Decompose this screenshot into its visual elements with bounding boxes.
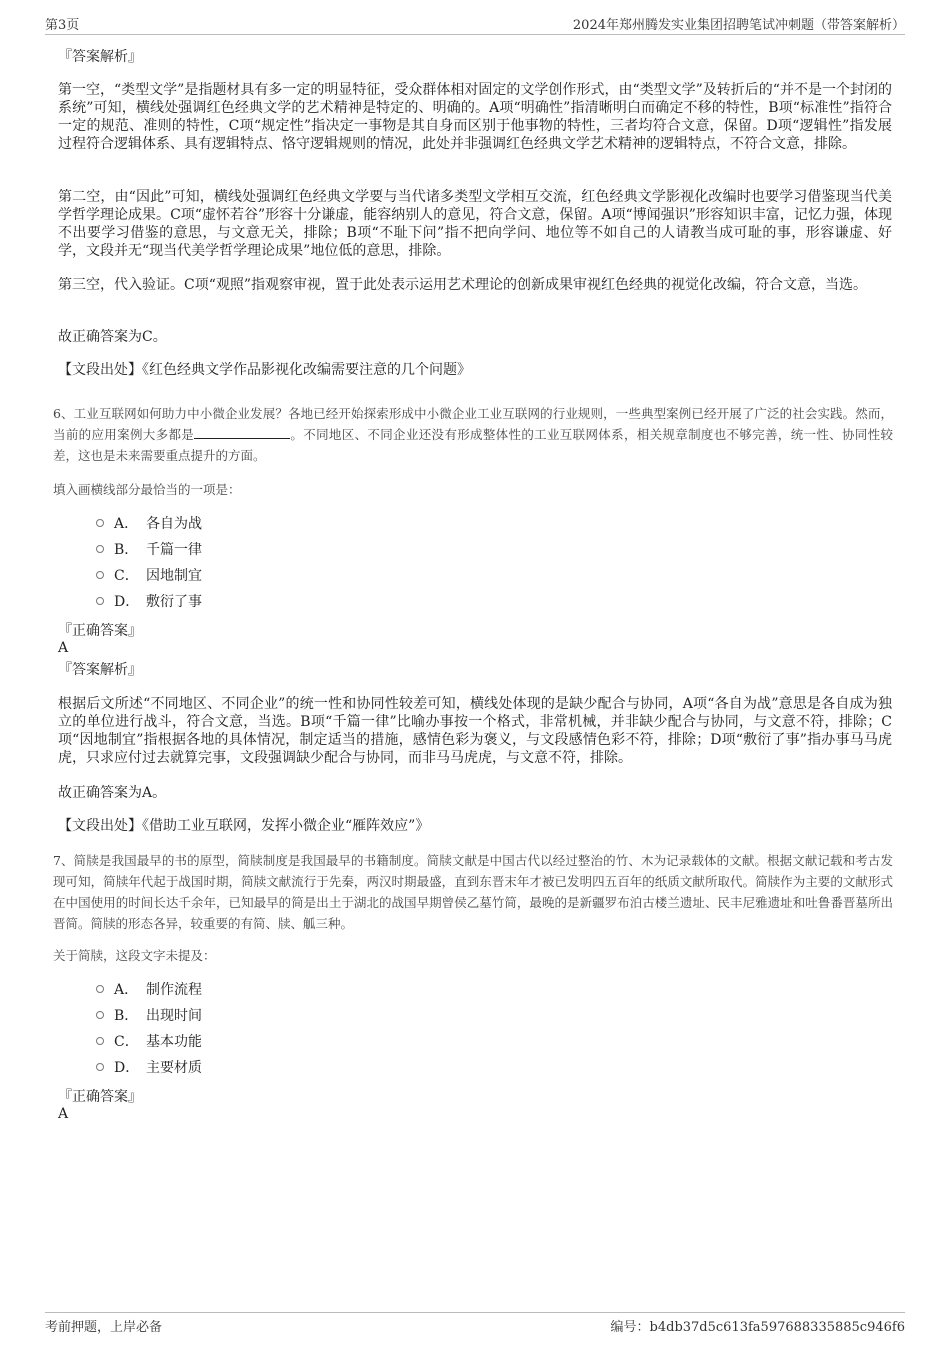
footer-slogan: 考前押题，上岸必备 [45, 1320, 163, 1335]
page-header [45, 14, 905, 35]
q7-prompt: 关于简牍，这段文字未提及： [53, 948, 216, 963]
q6-source: 【文段出处】《借助工业互联网，发挥小微企业“雁阵效应”》 [58, 818, 430, 834]
q6-answer: A [58, 640, 69, 656]
q7-options [96, 976, 202, 1080]
q5-conclusion: 故正确答案为C。 [58, 329, 167, 345]
q6-correct-label: 『正确答案』 [58, 623, 142, 639]
q6-prompt: 填入画横线部分最恰当的一项是： [53, 482, 241, 497]
q7-option-b[interactable]: B． 出现时间 [96, 1002, 202, 1028]
q7-option-a[interactable]: A． 制作流程 [96, 976, 202, 1002]
q6-option-a[interactable]: A． 各自为战 [96, 510, 202, 536]
radio-icon[interactable] [96, 519, 104, 527]
radio-icon[interactable] [96, 571, 104, 579]
q6-option-d[interactable]: D． 敷衍了事 [96, 588, 202, 614]
q5-analysis-p1: 第一空，“类型文学”是指题材具有多一定的明显特征，受众群体相对固定的文学创作形式，由“类型文学”及转折后的“并不是一个封闭的系统”可知，横线处强调红色经典文学的艺术精神是特定的、明确的。A项“明确性”指清晰明白而确定不移的特性，B项“标准性”指符合一定的规范、准则的特性，C项“规定性”指决定一事物是其自身而区别于他事物的特性，三者均符合文意，保留。D项“逻辑性”指发展过程符合逻辑体系、具有逻辑特点、恪守逻辑规则的情况，此处并非强调红色经典文学艺术精神的逻辑特点，不符合文意，排除。 [58, 82, 892, 152]
q6-analysis: 根据后文所述“不同地区、不同企业”的统一性和协同性较差可知，横线处体现的是缺少配合与协同，A项“各自为战”意思是各自成为独立的单位进行战斗，符合文意，当选。B项“千篇一律”比喻办事按一个格式，非常机械，并非缺少配合与协同，与文意不符，排除；C项“因地制宜”指根据各地的具体情况，制定适当的措施，感情色彩为褒义，与文段感情色彩不符，排除；D项“敷衍了事”指办事马马虎虎，只求应付过去就算完事，文段强调缺少配合与协同，而非马马虎虎，与文意不符，排除。 [58, 696, 892, 766]
q5-analysis-p3: 第三空，代入验证。C项“观照”指观察审视，置于此处表示运用艺术理论的创新成果审视红色经典的视觉化改编，符合文意，当选。 [58, 277, 868, 293]
q7-option-d[interactable]: D． 主要材质 [96, 1054, 202, 1080]
document-title: 2024年郑州腾发实业集团招聘笔试冲刺题（带答案解析） [572, 18, 905, 33]
radio-icon[interactable] [96, 1037, 104, 1045]
q7-answer: A [58, 1106, 69, 1122]
q6-analysis-label: 『答案解析』 [58, 662, 142, 678]
q7-stem: 7、简牍是我国最早的书的原型，简牍制度是我国最早的书籍制度。简牍文献是中国古代以经过整治的竹、木为记录载体的文献。根据文献记载和考古发现可知，简牍年代起于战国时期，简牍文献流行于先秦，两汉时期最盛，直到东晋末年才被已发明四五百年的纸质文献所取代。简牍作为主要的文献形式在中国使用的时间长达千余年，已知最早的简是出土于湖北的战国早期曾侯乙墓竹简，最晚的是新疆罗布泊古楼兰遗址、民丰尼雅遗址和吐鲁番晋墓所出晋简。简牍的形态各异，较重要的有简、牍、觚三种。 [53, 853, 893, 931]
document-code: 编号：b4db37d5c613fa597688335885c946f6 [610, 1320, 905, 1335]
q5-analysis-p2: 第二空，由“因此”可知，横线处强调红色经典文学要与当代诸多类型文学相互交流，红色经典文学影视化改编时也要学习借鉴现当代美学哲学理论成果。C项“虚怀若谷”形容十分谦虚，能容纳别人的意见，符合文意，保留。A项“博闻强识”形容知识丰富，记忆力强，体现不出要学习借鉴的意思，与文意无关，排除；B项“不耻下问”指不把向学问、地位等不如自己的人请教当成可耻的事，形容谦虚、好学，文段并无“现当代美学哲学理论成果”地位低的意思，排除。 [58, 189, 892, 259]
q6-options [96, 510, 202, 614]
radio-icon[interactable] [96, 597, 104, 605]
q7-option-c[interactable]: C． 基本功能 [96, 1028, 202, 1054]
q5-source: 【文段出处】《红色经典文学作品影视化改编需要注意的几个问题》 [58, 362, 471, 378]
q6-stem: 6、工业互联网如何助力中小微企业发展？各地已经开始探索形成中小微企业工业互联网的行业规则，一些典型案例已经开展了广泛的社会实践。然而，当前的应用案例大多都是 。不同地区、不同企业还没有形成整体性的工业互联网体系，相关规章制度也不够完善，统一性、协同性较差，这也是未来需要重点提升的方面。 [53, 406, 893, 463]
page-footer [45, 1312, 905, 1335]
radio-icon[interactable] [96, 1011, 104, 1019]
q7-correct-label: 『正确答案』 [58, 1089, 142, 1105]
radio-icon[interactable] [96, 545, 104, 553]
q6-conclusion: 故正确答案为A。 [58, 785, 167, 801]
q5-analysis-label: 『答案解析』 [58, 49, 142, 65]
q6-option-c[interactable]: C． 因地制宜 [96, 562, 202, 588]
radio-icon[interactable] [96, 1063, 104, 1071]
radio-icon[interactable] [96, 985, 104, 993]
fill-blank [194, 425, 290, 439]
q6-option-b[interactable]: B． 千篇一律 [96, 536, 202, 562]
page-number: 第3页 [45, 18, 80, 33]
